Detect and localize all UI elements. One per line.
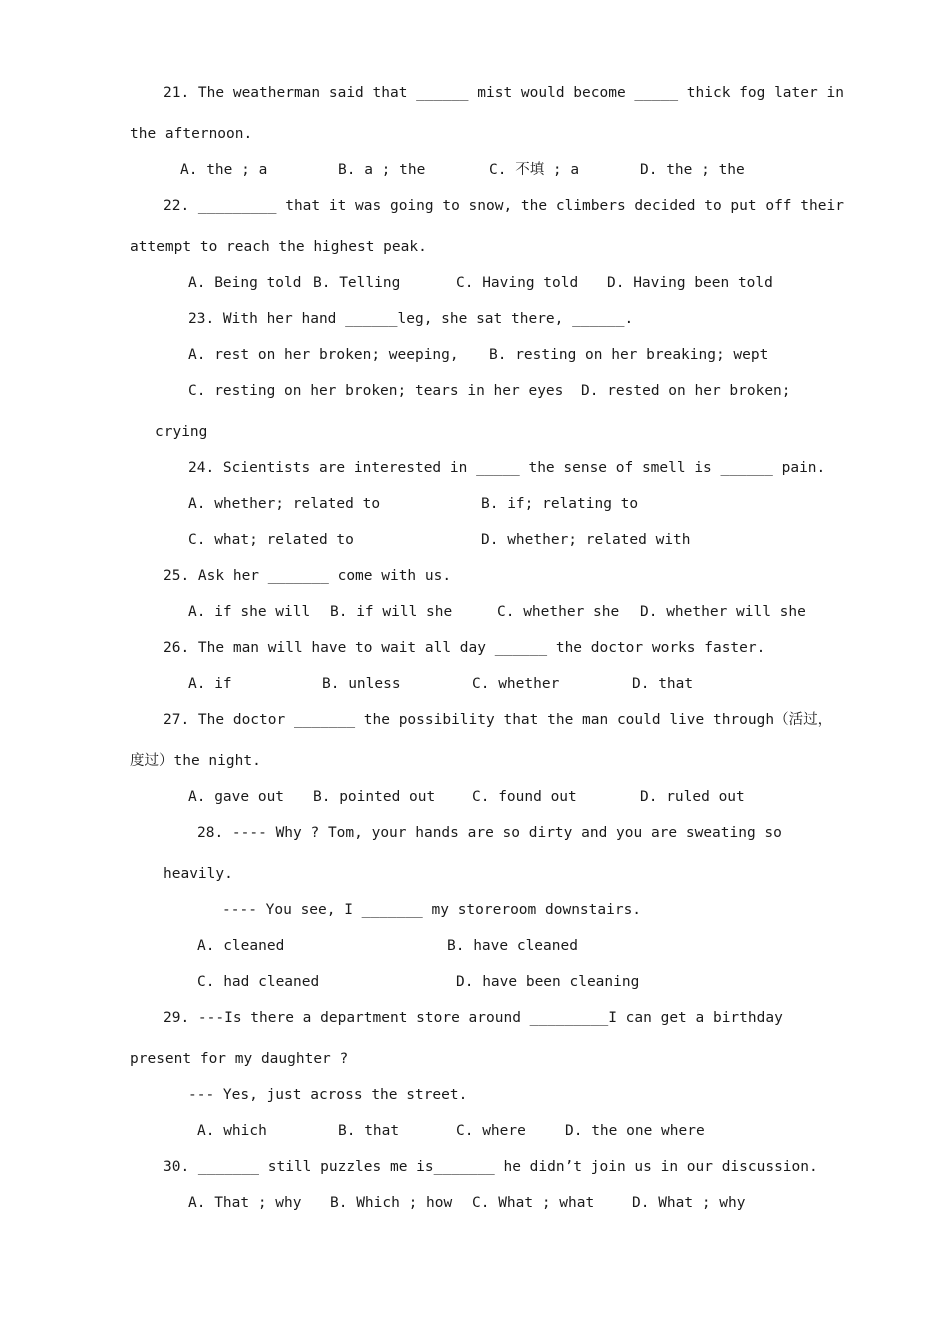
question-25-option-a: A. if she will xyxy=(188,604,311,620)
question-28-option-a: A. cleaned xyxy=(197,938,285,954)
question-29-option-b: B. that xyxy=(338,1123,400,1139)
question-24-stem-line-1: 24. Scientists are interested in _____ the sense of smell is ______ pain. xyxy=(188,460,826,476)
question-23-option-d: D. rested on her broken; xyxy=(581,383,791,399)
question-23-stem-line-1: 23. With her hand ______leg, she sat there, ______. xyxy=(188,311,634,327)
question-23-option-d-continued: crying xyxy=(155,424,208,440)
question-29-stem-line-1: 29. ---Is there a department store around _________I can get a birthday xyxy=(163,1010,783,1026)
question-23-option-a: A. rest on her broken; weeping, xyxy=(188,347,459,363)
question-26-option-a: A. if xyxy=(188,676,232,692)
question-24-option-b: B. if; relating to xyxy=(481,496,639,512)
question-27-option-d: D. ruled out xyxy=(640,789,745,805)
question-26-option-d: D. that xyxy=(632,676,694,692)
question-26-stem-line-1: 26. The man will have to wait all day ______ the doctor works faster. xyxy=(163,640,766,656)
question-27-stem-line-1: 27. The doctor _______ the possibility that the man could live through（活过， xyxy=(163,712,833,728)
question-28-option-d: D. have been cleaning xyxy=(456,974,640,990)
question-29-stem-line-3: --- Yes, just across the street. xyxy=(188,1087,468,1103)
question-21-option-b: B. a ; the xyxy=(338,162,426,178)
question-26-option-c: C. whether xyxy=(472,676,560,692)
question-29-option-d: D. the one where xyxy=(565,1123,705,1139)
question-25-option-d: D. whether will she xyxy=(640,604,806,620)
question-24-option-a: A. whether; related to xyxy=(188,496,381,512)
question-21-stem-line-2: the afternoon. xyxy=(130,126,253,142)
question-30-option-b: B. Which ; how xyxy=(330,1195,453,1211)
question-25-stem-line-1: 25. Ask her _______ come with us. xyxy=(163,568,452,584)
question-21-option-a: A. the ; a xyxy=(180,162,268,178)
question-22-option-a: A. Being told xyxy=(188,275,302,291)
question-22-option-d: D. Having been told xyxy=(607,275,773,291)
question-21-option-d: D. the ; the xyxy=(640,162,745,178)
question-25-option-c: C. whether she xyxy=(497,604,620,620)
question-21-stem-line-1: 21. The weatherman said that ______ mist would become _____ thick fog later in xyxy=(163,85,844,101)
question-22-option-c: C. Having told xyxy=(456,275,579,291)
question-28-stem-line-3: ---- You see, I _______ my storeroom downstairs. xyxy=(222,902,642,918)
question-28-stem-line-1: 28. ---- Why ? Tom, your hands are so dirty and you are sweating so xyxy=(197,825,782,841)
question-30-stem-line-1: 30. _______ still puzzles me is_______ he didn’t join us in our discussion. xyxy=(163,1159,818,1175)
question-29-option-c: C. where xyxy=(456,1123,526,1139)
question-27-option-c: C. found out xyxy=(472,789,577,805)
question-30-option-d: D. What ; why xyxy=(632,1195,746,1211)
question-29-option-a: A. which xyxy=(197,1123,267,1139)
question-21-option-c: C. 不填 ; a xyxy=(489,162,580,178)
question-27-option-b: B. pointed out xyxy=(313,789,436,805)
question-23-option-b: B. resting on her breaking; wept xyxy=(489,347,769,363)
question-28-stem-line-2: heavily. xyxy=(163,866,233,882)
question-24-option-d: D. whether; related with xyxy=(481,532,691,548)
question-26-option-b: B. unless xyxy=(322,676,401,692)
question-23-option-c: C. resting on her broken; tears in her eyes xyxy=(188,383,564,399)
question-30-option-c: C. What ; what xyxy=(472,1195,595,1211)
question-22-option-b: B. Telling xyxy=(313,275,401,291)
question-29-stem-line-2: present for my daughter ? xyxy=(130,1051,349,1067)
question-27-option-a: A. gave out xyxy=(188,789,285,805)
question-28-option-b: B. have cleaned xyxy=(447,938,578,954)
question-30-option-a: A. That ; why xyxy=(188,1195,302,1211)
question-22-stem-line-2: attempt to reach the highest peak. xyxy=(130,239,427,255)
question-25-option-b: B. if will she xyxy=(330,604,453,620)
question-28-option-c: C. had cleaned xyxy=(197,974,320,990)
question-24-option-c: C. what; related to xyxy=(188,532,354,548)
question-27-stem-line-2: 度过）the night. xyxy=(130,753,261,769)
question-22-stem-line-1: 22. _________ that it was going to snow, the climbers decided to put off their xyxy=(163,198,844,214)
